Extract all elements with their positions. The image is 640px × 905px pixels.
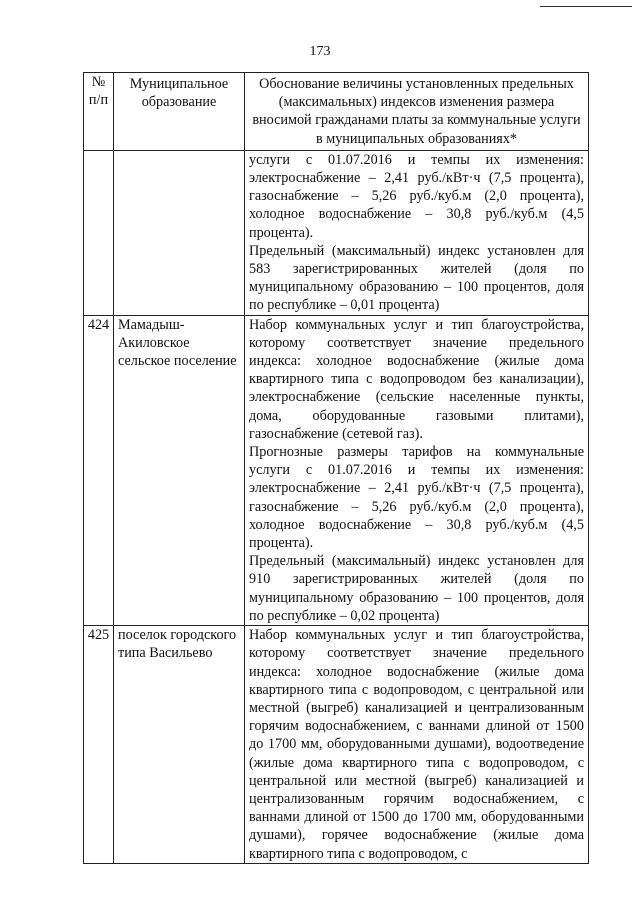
row-num: 425	[84, 626, 114, 864]
row-justification	[245, 315, 589, 625]
row-num: 424	[84, 315, 114, 625]
justification-paragraph: Прогнозные размеры тарифов на коммунальные услуги с 01.07.2016 и темпы их изменения: электроснабжение – 2,41 руб./кВт·ч (7,5 процента), газоснабжение – 5,26 руб./куб.м (2,0 процента), холодное водоснабжение – 30,8 руб./куб.м (4,5 процента).	[249, 444, 584, 552]
row-municipality: Мамадыш-Акиловское сельское поселение	[114, 315, 245, 625]
row-num	[84, 150, 114, 315]
row-municipality: поселок городского типа Васильево	[114, 626, 245, 864]
justification-paragraph: Набор коммунальных услуг и тип благоустройства, которому соответствует значение предельного индекса: холодное водоснабжение (жилые дома квартирного типа с водопроводом, с центральной или местной (выгреб) канализацией и централизованным горячим водоснабжением, с ваннами длиной от 1500 до 1700 мм, оборудованными душами), водоотведение (жилые дома квартирного типа с водопроводом, с центральной или местной (выгреб) канализацией и централизованным горячим водоснабжением, с ваннами длиной от 1500 до 1700 мм, оборудованными душами), горячее водоснабжение (жилые дома квартирного типа с водопроводом, с	[249, 627, 584, 862]
table-row	[84, 626, 589, 864]
header-municipality: Муниципальное образование	[114, 73, 245, 151]
row-justification	[245, 626, 589, 864]
header-justification: Обоснование величины установленных предельных (максимальных) индексов изменения размера вносимой гражданами платы за коммунальные услуги в муниципальных образованиях*	[245, 73, 589, 151]
page-number: 173	[309, 44, 331, 59]
justification-paragraph: Предельный (максимальный) индекс установлен для 910 зарегистрированных жителей (доля по муниципальному образованию – 100 процентов, доля по республике – 0,02 процента)	[249, 553, 584, 624]
justification-paragraph: Предельный (максимальный) индекс установлен для 583 зарегистрированных жителей (доля по муниципальному образованию – 100 процентов, доля по республике – 0,01 процента)	[249, 242, 584, 314]
table-row	[84, 315, 589, 625]
top-rule	[540, 6, 632, 7]
tariff-table	[83, 72, 589, 864]
justification-paragraph: услуги с 01.07.2016 и темпы их изменения: электроснабжение – 2,41 руб./кВт·ч (7,5 процента), газоснабжение – 5,26 руб./куб.м (2,0 процента), холодное водоснабжение – 30,8 руб./куб.м (4,5 процента).	[249, 151, 584, 241]
table-row	[84, 150, 589, 315]
row-justification	[245, 150, 589, 315]
justification-paragraph: Набор коммунальных услуг и тип благоустройства, которому соответствует значение предельного индекса: холодное водоснабжение (жилые дома квартирного типа с водопроводом без канализации), электроснабжение (сельские населенные пункты, дома, оборудованные газовыми плитами), газоснабжение (сетевой газ).	[249, 316, 584, 442]
table-header-row	[84, 73, 589, 151]
header-num: № п/п	[84, 73, 114, 151]
row-municipality	[114, 150, 245, 315]
